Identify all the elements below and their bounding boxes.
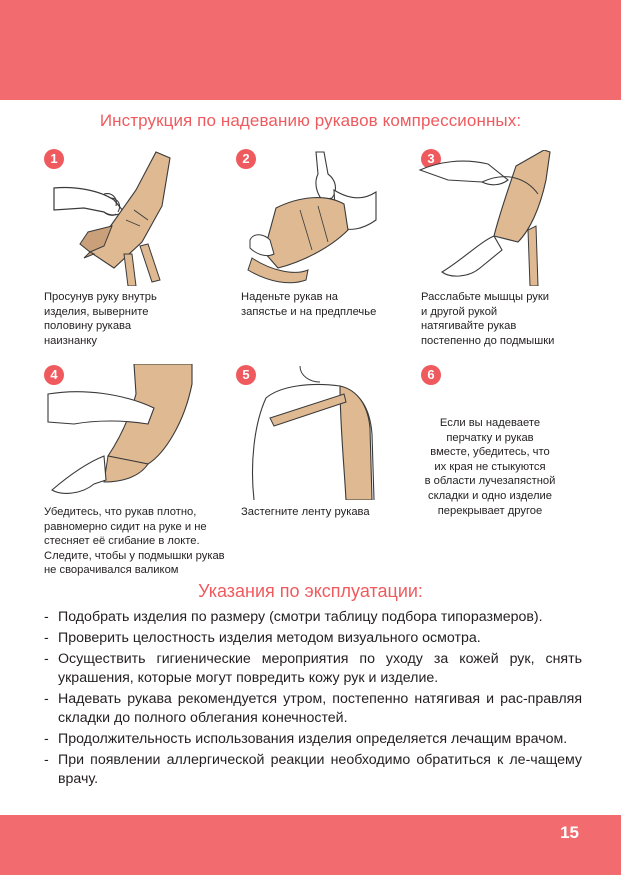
step-6-caption [418,416,562,518]
caption-line: в области лучезапястной [424,475,556,488]
caption-line: изделия, выверните [44,305,149,318]
caption-line: половину рукава [44,320,132,333]
step-3-illustration [418,150,558,286]
caption-line: Если вы надеваете [439,417,541,429]
usage-subtitle: Указания по эксплуатации: [198,581,423,601]
step-3-number: 3 [421,149,441,169]
caption-line: Застегните ленту рукава [241,506,370,518]
caption-line: запястье и на предплечье [241,305,377,318]
caption-line: натягивайте рукав [421,320,517,333]
step-2-caption [241,290,376,319]
caption-line: Расслабьте мышцы руки [421,291,550,303]
caption-line: Наденьте рукав на [241,291,339,303]
caption-line: перекрывает другое [437,504,543,517]
rule-item: - Проверить целостность изделия методом визуального осмотра. [44,630,481,646]
page-title: Инструкция по надеванию рукавов компрессионных: [99,111,522,130]
caption-line: не сворачивался валиком [44,564,179,577]
caption-line: перчатку и рукав [446,431,534,444]
caption-line: Убедитесь, что рукав плотно, [44,506,197,518]
step-5-caption [241,505,370,520]
step-2-illustration [240,150,380,286]
step-1-illustration [44,150,174,286]
rule-item: - Надевать рукава рекомендуется утром, постепенно натягивая и рас-правляя складки до полного облегания конечностей. [44,691,582,726]
usage-rules-list [44,608,582,791]
rule-item: - Осуществить гигиенические мероприятия по уходу за кожей рук, снять украшения, которые могут повредить кожу рук и изделие. [44,651,582,686]
step-2-number: 2 [236,149,256,169]
step-1-caption [44,290,157,348]
step-5-illustration [240,364,380,500]
rule-item: - Подобрать изделия по размеру (смотри таблицу подбора типоразмеров). [44,609,543,625]
step-4-number: 4 [44,365,64,385]
rule-item: - При появлении аллергической реакции необходимо обратиться к ле-чащему врачу. [44,752,582,787]
caption-line: складки и одно изделие [427,489,553,502]
caption-line: Следите, чтобы у подмышки рукав [44,549,225,562]
caption-line: равномерно сидит на руке и не [44,520,207,533]
rule-item: - Продолжительность использования изделия определяется лечащим врачом. [44,731,568,747]
step-5-number: 5 [236,365,256,385]
caption-line: Просунув руку внутрь [44,291,157,303]
step-1-number: 1 [44,149,64,169]
header-band [0,0,621,100]
footer-band [0,815,621,875]
caption-line: и другой рукой [421,305,498,318]
caption-line: стесняет её сгибание в локте. [44,535,200,548]
step-4-illustration [44,364,194,500]
page-number: 15 [560,823,579,842]
step-4-caption [44,505,225,578]
caption-line: их края не стыкуются [434,460,546,473]
caption-line: постепенно до подмышки [421,334,555,347]
step-3-caption [421,290,554,348]
caption-line: наизнанку [44,334,97,347]
step-6-number: 6 [421,365,441,385]
caption-line: вместе, убедитесь, что [430,446,550,459]
